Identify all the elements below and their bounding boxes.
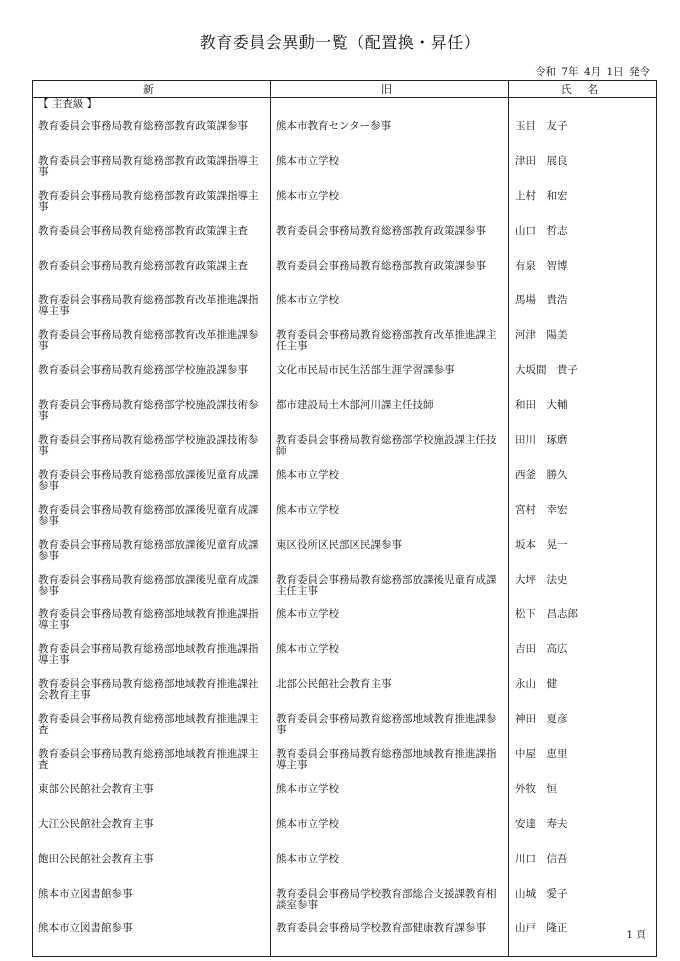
cell-new-position: 教育委員会事務局教育総務部放課後児童育成課参事 [33, 466, 271, 501]
cell-name: 上村 和宏 [509, 187, 657, 222]
cell-new-position: 教育委員会事務局教育総務部放課後児童育成課参事 [33, 501, 271, 536]
cell-new-position: 教育委員会事務局教育総務部教育政策課指導主事 [33, 152, 271, 187]
cell-name: 坂本 晃一 [509, 536, 657, 571]
cell-old-position: 教育委員会事務局学校教育部健康教育課参事 [271, 919, 509, 954]
cell-old-position: 熊本市教育センター参事 [271, 117, 509, 152]
cell-new-position: 教育委員会事務局教育総務部教育改革推進課参事 [33, 326, 271, 361]
cell-old-position: 熊本市立学校 [271, 466, 509, 501]
table-row [33, 501, 657, 536]
cell-old-position: 北部公民館社会教育主事 [271, 675, 509, 710]
cell-new-position: 飽田公民館社会教育主事 [33, 850, 271, 885]
cell-new-position: 熊本市立図書館参事 [33, 885, 271, 920]
table-header-row [33, 81, 657, 98]
table-row [33, 745, 657, 780]
cell-name: 田川 琢磨 [509, 431, 657, 466]
cell-new-position: 大江公民館社会教育主事 [33, 815, 271, 850]
cell-old-position: 教育委員会事務局教育総務部教育改革推進課主任主事 [271, 326, 509, 361]
cell-new-position: 教育委員会事務局教育総務部地域教育推進課主査 [33, 745, 271, 780]
cell-old-position: 教育委員会事務局学校教育部総合支援課教育相談室参事 [271, 885, 509, 920]
cell-new-position: 教育委員会事務局教育総務部教育政策課主査 [33, 257, 271, 292]
cell-name: 外牧 恒 [509, 780, 657, 815]
cell-name: 神田 夏彦 [509, 710, 657, 745]
table-row [33, 117, 657, 152]
cell-old-position: 文化市民局市民生活部生涯学習課参事 [271, 361, 509, 396]
cell-name: 大坂間 貴子 [509, 361, 657, 396]
cell-name: 中屋 恵里 [509, 745, 657, 780]
cell-new-position: 教育委員会事務局教育総務部地域教育推進課指導主事 [33, 605, 271, 640]
cell-name: 玉目 友子 [509, 117, 657, 152]
table-row [33, 919, 657, 954]
cell-old-position: 熊本市立学校 [271, 640, 509, 675]
cell-new-position: 教育委員会事務局教育総務部教育政策課主査 [33, 222, 271, 257]
table-row [33, 466, 657, 501]
cell-name: 川口 信吾 [509, 850, 657, 885]
issue-date: 令和 7年 4月 1日 発令 [535, 66, 650, 78]
cell-name: 有泉 智博 [509, 257, 657, 292]
cell-old-position: 教育委員会事務局教育総務部教育政策課参事 [271, 222, 509, 257]
cell-new-position: 熊本市立図書館参事 [33, 919, 271, 954]
table-row [33, 152, 657, 187]
cell-new-position: 教育委員会事務局教育総務部教育政策課参事 [33, 117, 271, 152]
cell-name: 馬場 貴浩 [509, 291, 657, 326]
cell-old-position: 教育委員会事務局教育総務部教育政策課参事 [271, 257, 509, 292]
cell-old-position: 熊本市立学校 [271, 815, 509, 850]
table-row [33, 675, 657, 710]
cell-new-position: 教育委員会事務局教育総務部放課後児童育成課参事 [33, 536, 271, 571]
table-row [33, 571, 657, 606]
personnel-table [32, 80, 657, 957]
table-row [33, 187, 657, 222]
table-row [33, 222, 657, 257]
cell-old-position: 熊本市立学校 [271, 152, 509, 187]
table-row [33, 431, 657, 466]
cell-old-position: 熊本市立学校 [271, 501, 509, 536]
cell-old-position: 熊本市立学校 [271, 291, 509, 326]
cell-name: 吉田 高広 [509, 640, 657, 675]
cell-name: 大坪 法史 [509, 571, 657, 606]
cell-new-position: 教育委員会事務局教育総務部地域教育推進課主査 [33, 710, 271, 745]
cell-old-position: 東区役所区民部区民課参事 [271, 536, 509, 571]
table-row [33, 257, 657, 292]
table-row [33, 291, 657, 326]
cell-new-position: 教育委員会事務局教育総務部放課後児童育成課参事 [33, 571, 271, 606]
cell-name: 山城 愛子 [509, 885, 657, 920]
table-row [33, 536, 657, 571]
header-new: 新 [33, 81, 271, 98]
header-old: 旧 [271, 81, 509, 98]
cell-name: 西釜 勝久 [509, 466, 657, 501]
grade-label: 【 主査級 】 [33, 98, 271, 118]
table-row [33, 850, 657, 885]
table-row [33, 326, 657, 361]
cell-new-position: 教育委員会事務局教育総務部教育政策課指導主事 [33, 187, 271, 222]
cell-new-position: 教育委員会事務局教育総務部学校施設課技術参事 [33, 431, 271, 466]
cell-name: 松下 昌志郎 [509, 605, 657, 640]
cell-old-position: 熊本市立学校 [271, 187, 509, 222]
cell-new-position: 教育委員会事務局教育総務部教育改革推進課指導主事 [33, 291, 271, 326]
cell-new-position: 教育委員会事務局教育総務部学校施設課参事 [33, 361, 271, 396]
cell-old-position: 熊本市立学校 [271, 605, 509, 640]
cell-name: 安達 寿夫 [509, 815, 657, 850]
table-row [33, 605, 657, 640]
cell-name: 河津 陽美 [509, 326, 657, 361]
table-filler-row [33, 954, 657, 957]
cell-new-position: 教育委員会事務局教育総務部地域教育推進課指導主事 [33, 640, 271, 675]
page-title: 教育委員会異動一覧（配置換・昇任） [199, 33, 481, 52]
header-name: 氏 名 [509, 81, 657, 98]
table-row [33, 361, 657, 396]
page-number: 1 頁 [626, 930, 646, 941]
cell-name: 津田 展良 [509, 152, 657, 187]
table-row [33, 640, 657, 675]
cell-old-position: 教育委員会事務局教育総務部放課後児童育成課主任主事 [271, 571, 509, 606]
cell-new-position: 教育委員会事務局教育総務部学校施設課技術参事 [33, 396, 271, 431]
table-row [33, 780, 657, 815]
cell-name: 山口 哲志 [509, 222, 657, 257]
table-row [33, 885, 657, 920]
cell-old-position: 熊本市立学校 [271, 780, 509, 815]
cell-old-position: 教育委員会事務局教育総務部地域教育推進課参事 [271, 710, 509, 745]
cell-new-position: 教育委員会事務局教育総務部地域教育推進課社会教育主事 [33, 675, 271, 710]
cell-old-position: 熊本市立学校 [271, 850, 509, 885]
cell-name: 山戸 隆正 [509, 919, 657, 954]
cell-name: 永山 健 [509, 675, 657, 710]
cell-new-position: 東部公民館社会教育主事 [33, 780, 271, 815]
table-row [33, 710, 657, 745]
cell-name: 和田 大輔 [509, 396, 657, 431]
cell-old-position: 都市建設局土木部河川課主任技師 [271, 396, 509, 431]
cell-old-position: 教育委員会事務局教育総務部地域教育推進課指導主事 [271, 745, 509, 780]
grade-section-row [33, 98, 657, 118]
cell-name: 宮村 幸宏 [509, 501, 657, 536]
table-row [33, 396, 657, 431]
table-row [33, 815, 657, 850]
cell-old-position: 教育委員会事務局教育総務部学校施設課主任技師 [271, 431, 509, 466]
